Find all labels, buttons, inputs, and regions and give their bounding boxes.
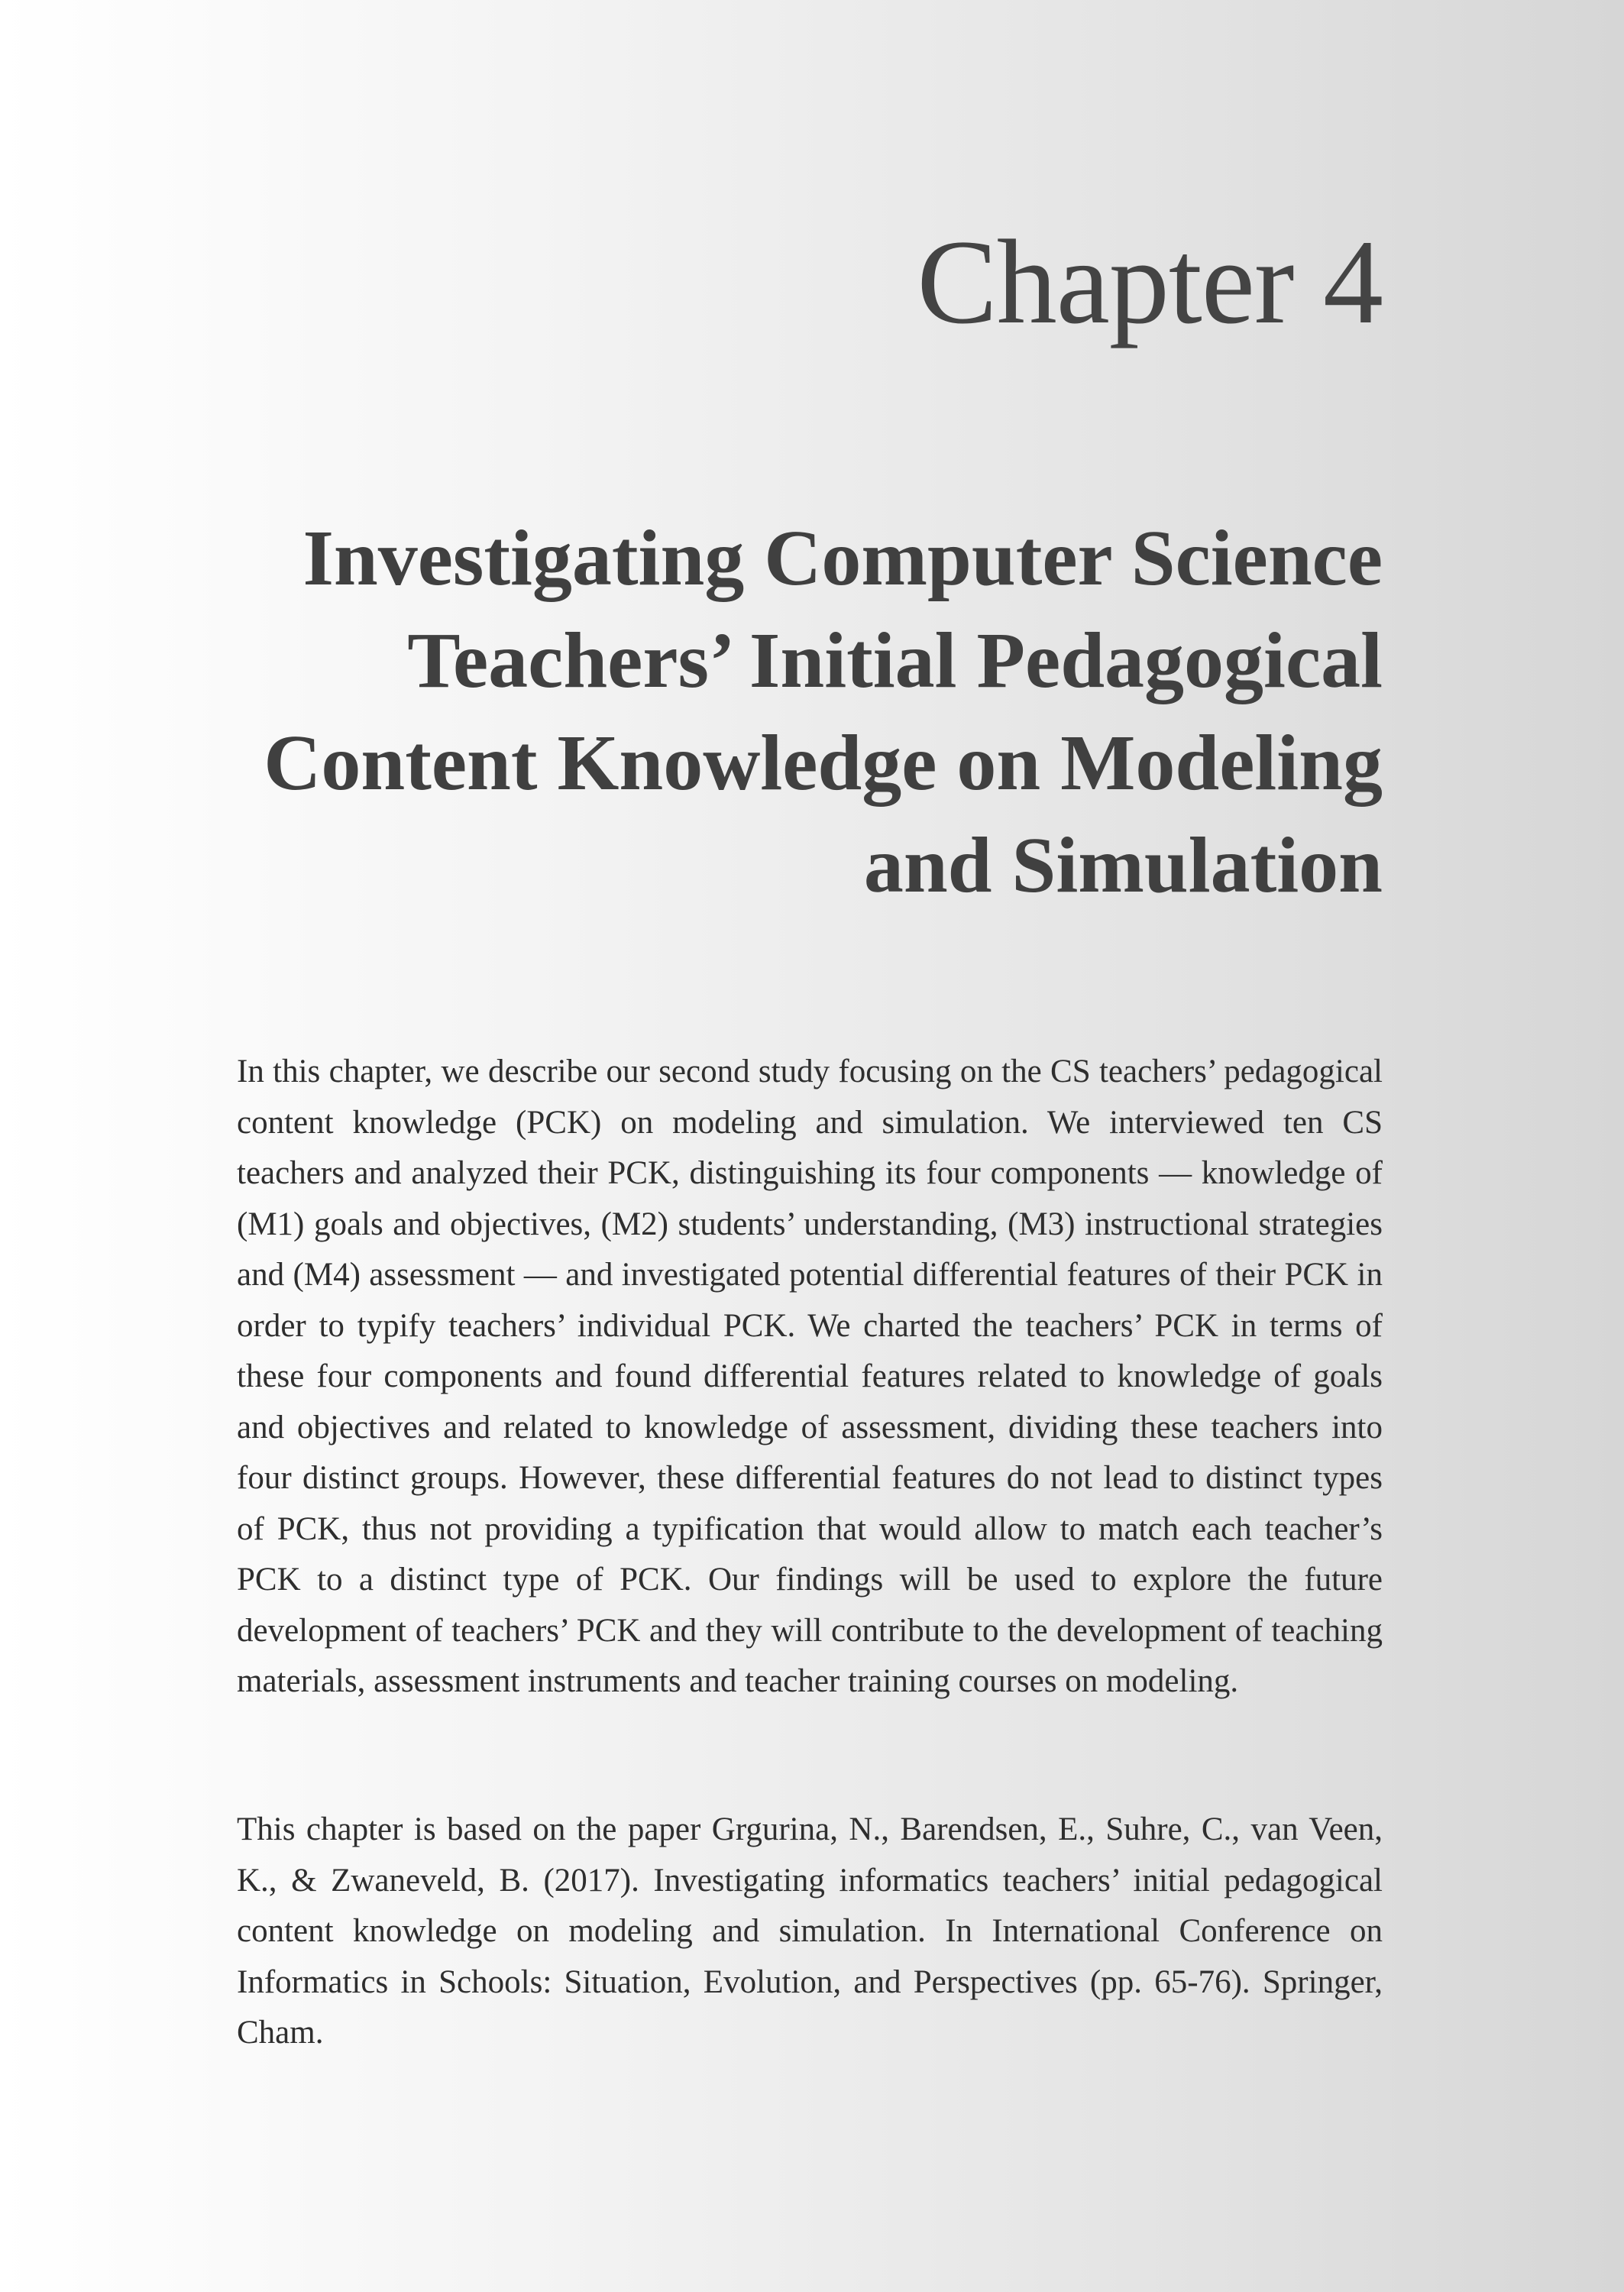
source-note: This chapter is based on the paper Grgurina, N., Barendsen, E., Suhre, C., van Veen, K., & Zwaneveld, B. (2017). Investigating informatics teachers’ initial pedagogical content knowledge on modeling and simulation. In International Conference on Informatics in Schools: Situation, Evolution, and Perspectives (pp. 65-76). Springer, Cham. — [237, 1811, 1383, 2051]
chapter-label: Chapter 4 — [917, 215, 1383, 349]
chapter-abstract: In this chapter, we describe our second study focusing on the CS teachers’ pedagogical content knowledge (PCK) on modeling and simulation. We interviewed ten CS teachers and analyzed their PCK, distinguishing its four components — knowledge of (M1) goals and objectives, (M2) students’ understanding, (M3) instructional strategies and (M4) assessment — and investigated potential differential features of their PCK in order to typify teachers’ individual PCK. We charted the teachers’ PCK in terms of these four components and found differential features related to knowledge of goals and objectives and related to knowledge of assessment, dividing these teachers into four distinct groups. However, these differential features do not lead to distinct types of PCK, thus not providing a typification that would allow to match each teacher’s PCK to a distinct type of PCK. Our findings will be used to explore the future development of teachers’ PCK and they will contribute to the development of teaching materials, assessment instruments and teacher training courses on modeling. — [237, 1054, 1383, 1699]
chapter-title: Investigating Computer Science Teachers’ Initial Pedagogical Content Knowledge on Modeling and Simulation — [264, 514, 1383, 909]
